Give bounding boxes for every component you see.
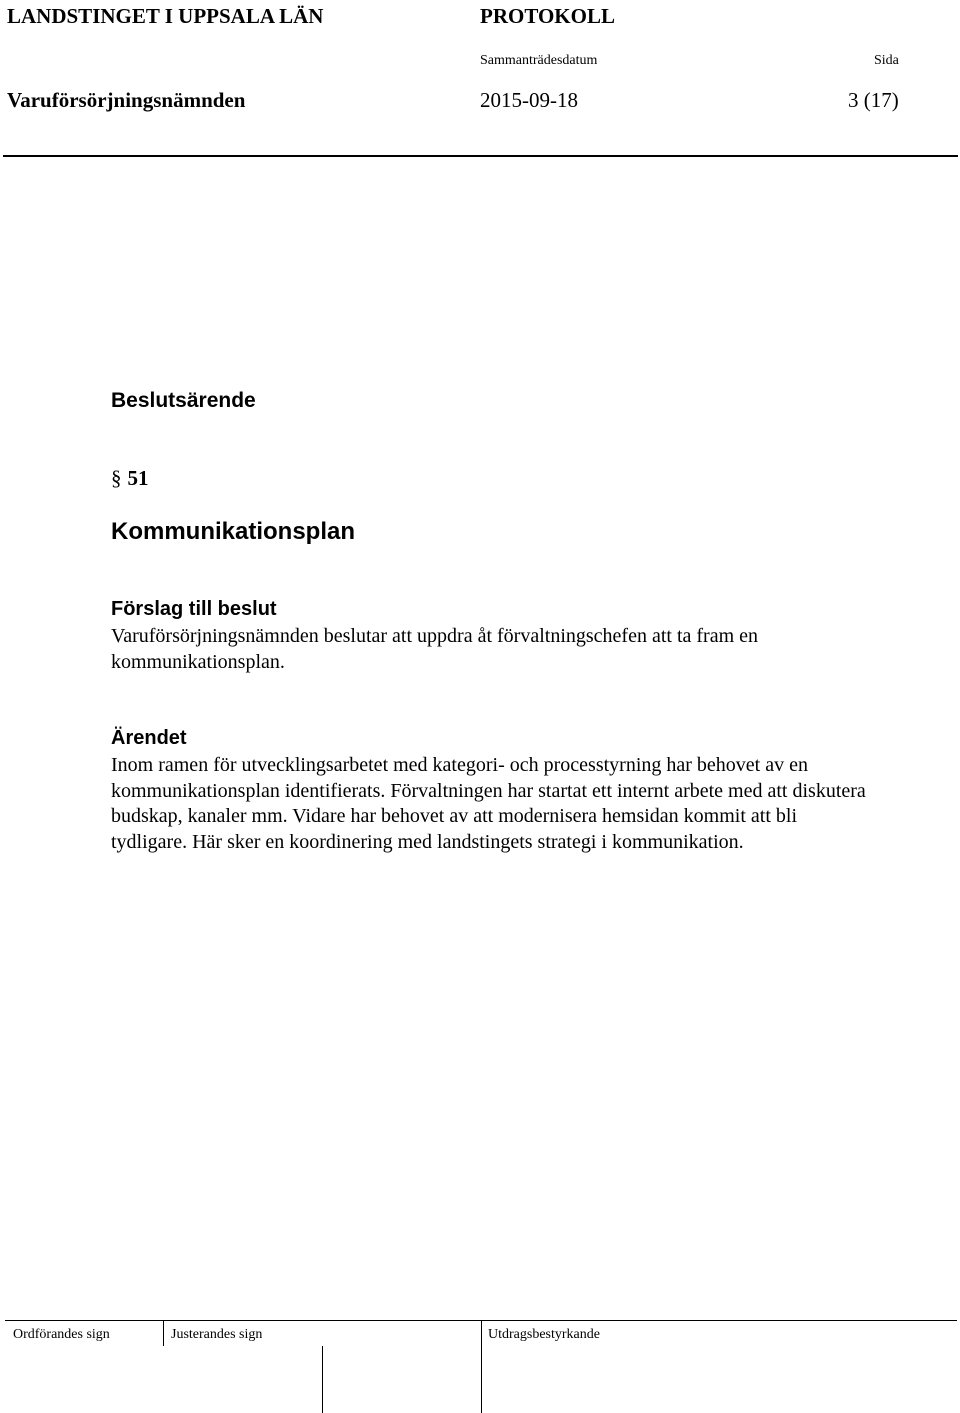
paragraph-number-value: 51 — [127, 466, 149, 490]
section-heading: Beslutsärende — [111, 389, 256, 412]
page-title: Kommunikationsplan — [111, 518, 356, 545]
footer-separator — [481, 1320, 482, 1346]
matter-line: budskap, kanaler mm. Vidare har behovet av att modernisera hemsidan kommit att bli — [111, 805, 798, 827]
extract-certification-label: Utdragsbestyrkande — [488, 1327, 600, 1342]
matter-heading: Ärendet — [111, 727, 187, 749]
document-type: PROTOKOLL — [480, 4, 615, 28]
matter-line: Inom ramen för utvecklingsarbetet med kategori- och processtyrning har behovet av en — [111, 754, 808, 776]
footer-separator — [163, 1320, 164, 1346]
signature-box-divider — [322, 1346, 323, 1413]
proposal-line: kommunikationsplan. — [111, 650, 285, 673]
proposal-text — [111, 624, 758, 675]
meeting-date-label: Sammanträdesdatum — [480, 53, 598, 68]
proposal-heading: Förslag till beslut — [111, 598, 277, 620]
proposal-line: Varuförsörjningsnämnden beslutar att uppdra åt förvaltningschefen att ta fram en — [111, 625, 759, 647]
committee-name: Varuförsörjningsnämnden — [7, 88, 246, 112]
chair-signature-label: Ordförandes sign — [13, 1327, 110, 1342]
matter-text — [111, 753, 866, 855]
organization-name: LANDSTINGET I UPPSALA LÄN — [7, 4, 324, 28]
header-divider — [3, 155, 958, 157]
paragraph-symbol: § — [111, 466, 122, 490]
page-number: 3 (17) — [848, 88, 899, 112]
meeting-date: 2015-09-18 — [480, 88, 578, 112]
paragraph-number — [111, 466, 149, 491]
page-label: Sida — [874, 53, 899, 68]
matter-line: kommunikationsplan identifierats. Förvaltningen har startat ett internt arbete med att diskutera — [111, 779, 866, 802]
adjuster-signature-label: Justerandes sign — [171, 1327, 263, 1342]
matter-line: tydligare. Här sker en koordinering med landstingets strategi i kommunikation. — [111, 830, 744, 853]
signature-box-divider — [481, 1346, 482, 1413]
